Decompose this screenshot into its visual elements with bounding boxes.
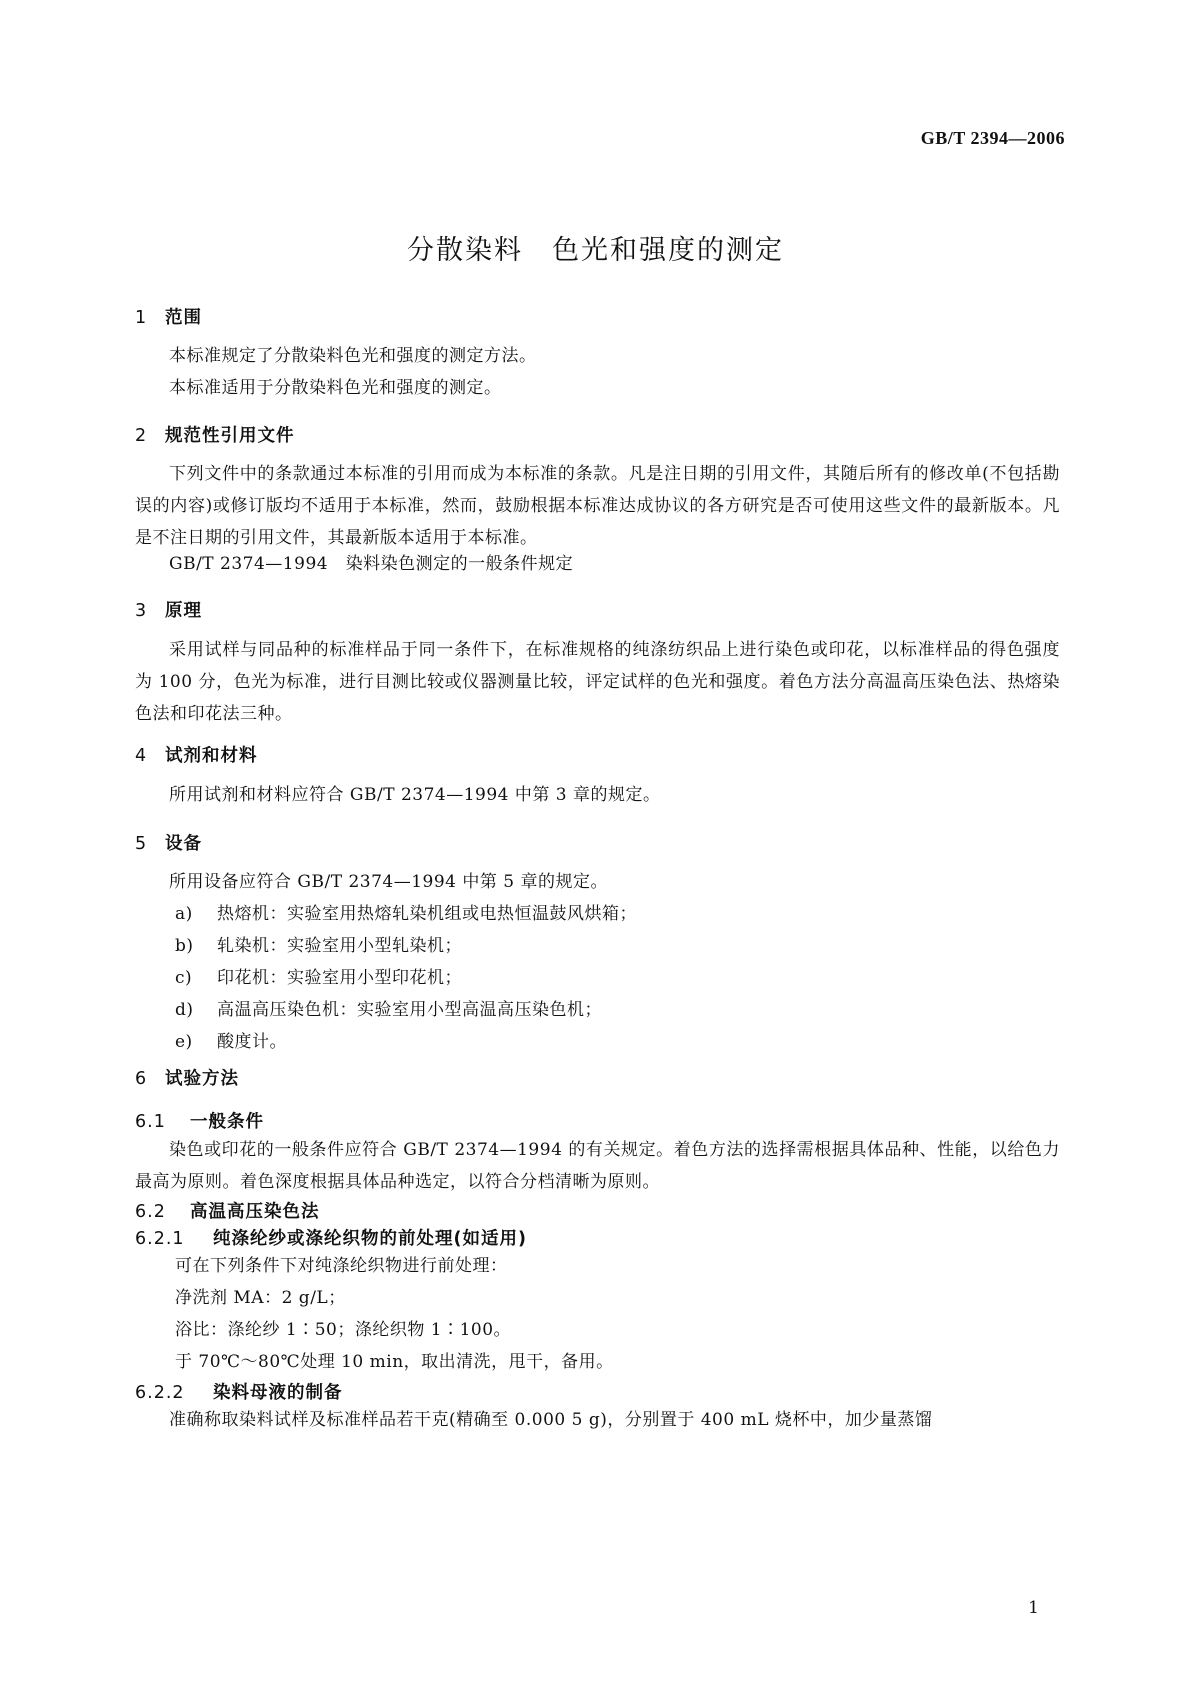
paragraph: 本标准规定了分散染料色光和强度的测定方法。: [169, 346, 537, 366]
list-text: 热熔机：实验室用热熔轧染机组或电热恒温鼓风烘箱；: [217, 904, 637, 924]
list-label: b): [175, 936, 194, 956]
section-3-heading: [135, 597, 1060, 622]
list-label: a): [175, 904, 193, 924]
section-title: 一般条件: [190, 1112, 264, 1132]
equipment-list: [135, 898, 1060, 1058]
section-number: 6.2: [135, 1202, 166, 1222]
document-title: 分散染料 色光和强度的测定: [407, 235, 784, 266]
list-item: [135, 898, 1060, 930]
paragraph: 本标准适用于分散染料色光和强度的测定。: [169, 378, 502, 398]
list-label: d): [175, 1000, 194, 1020]
paragraph: 所用试剂和材料应符合 GB/T 2374—1994 中第 3 章的规定。: [169, 785, 661, 805]
section-number: 4: [135, 746, 148, 766]
list-text: 酸度计。: [217, 1032, 287, 1052]
list-label: c): [175, 968, 193, 988]
subsection-6-1-heading: [135, 1108, 1060, 1133]
standard-code: GB/T 2394—2006: [920, 128, 1065, 148]
section-number: 3: [135, 601, 148, 621]
list-item: [135, 1026, 1060, 1058]
normative-reference: GB/T 2374—1994 染料染色测定的一般条件规定: [169, 554, 574, 574]
condition-line: 浴比：涤纶纱 1∶50；涤纶织物 1∶100。: [175, 1320, 512, 1340]
page-number: 1: [1028, 1598, 1039, 1618]
paragraph: 下列文件中的条款通过本标准的引用而成为本标准的条款。凡是注日期的引用文件，其随后所有的修改单(不包括勘误的内容)或修订版均不适用于本标准，然而，鼓励根据本标准达成协议的各方研究是否可使用这些文件的最新版本。凡是不注日期的引用文件，其最新版本适用于本标准。: [135, 464, 1060, 548]
list-item: [135, 994, 1060, 1026]
subsection-6-2-heading: [135, 1198, 1060, 1223]
list-text: 高温高压染色机：实验室用小型高温高压染色机；: [217, 1000, 602, 1020]
section-number: 6.2.1: [135, 1229, 185, 1249]
section-title: 试验方法: [165, 1069, 239, 1089]
paragraph: 采用试样与同品种的标准样品于同一条件下，在标准规格的纯涤纺织品上进行染色或印花，以标准样品的得色强度为 100 分，色光为标准，进行目测比较或仪器测量比较，评定试样的色光和强度。着色方法分高温高压染色法、热熔染色法和印花法三种。: [135, 640, 1060, 724]
list-item: [135, 962, 1060, 994]
section-title: 范围: [165, 308, 202, 328]
section-5-heading: [135, 830, 1060, 855]
section-number: 1: [135, 308, 148, 328]
section-number: 6: [135, 1069, 148, 1089]
section-number: 6.1: [135, 1112, 166, 1132]
section-title: 规范性引用文件: [165, 426, 295, 446]
paragraph: 所用设备应符合 GB/T 2374—1994 中第 5 章的规定。: [169, 872, 609, 892]
section-1-heading: [135, 304, 1060, 329]
section-title: 纯涤纶纱或涤纶织物的前处理(如适用): [213, 1229, 527, 1249]
list-text: 印花机：实验室用小型印花机；: [217, 968, 462, 988]
section-title: 试剂和材料: [165, 746, 258, 766]
paragraph: 准确称取染料试样及标准样品若干克(精确至 0.000 5 g)，分别置于 400 mL 烧杯中，加少量蒸馏: [169, 1410, 933, 1430]
section-title: 设备: [165, 834, 202, 854]
subsection-6-2-1-heading: [135, 1225, 1060, 1250]
section-4-heading: [135, 742, 1060, 767]
section-number: 2: [135, 426, 148, 446]
section-2-heading: [135, 422, 1060, 447]
section-title: 染料母液的制备: [213, 1383, 343, 1403]
section-6-heading: [135, 1065, 1060, 1090]
pretreatment-conditions: [135, 1250, 1060, 1378]
list-text: 轧染机：实验室用小型轧染机；: [217, 936, 462, 956]
subsection-6-2-2-heading: [135, 1379, 1060, 1404]
section-number: 5: [135, 834, 148, 854]
section-title: 高温高压染色法: [190, 1202, 320, 1222]
list-label: e): [175, 1032, 193, 1052]
condition-line: 可在下列条件下对纯涤纶织物进行前处理：: [175, 1256, 508, 1276]
condition-line: 净洗剂 MA：2 g/L；: [175, 1288, 346, 1308]
condition-line: 于 70℃～80℃处理 10 min，取出清洗，甩干，备用。: [175, 1352, 614, 1372]
section-title: 原理: [165, 601, 202, 621]
paragraph: 染色或印花的一般条件应符合 GB/T 2374—1994 的有关规定。着色方法的选择需根据具体品种、性能，以给色力最高为原则。着色深度根据具体品种选定，以符合分档清晰为原则。: [135, 1140, 1060, 1192]
list-item: [135, 930, 1060, 962]
section-number: 6.2.2: [135, 1383, 185, 1403]
